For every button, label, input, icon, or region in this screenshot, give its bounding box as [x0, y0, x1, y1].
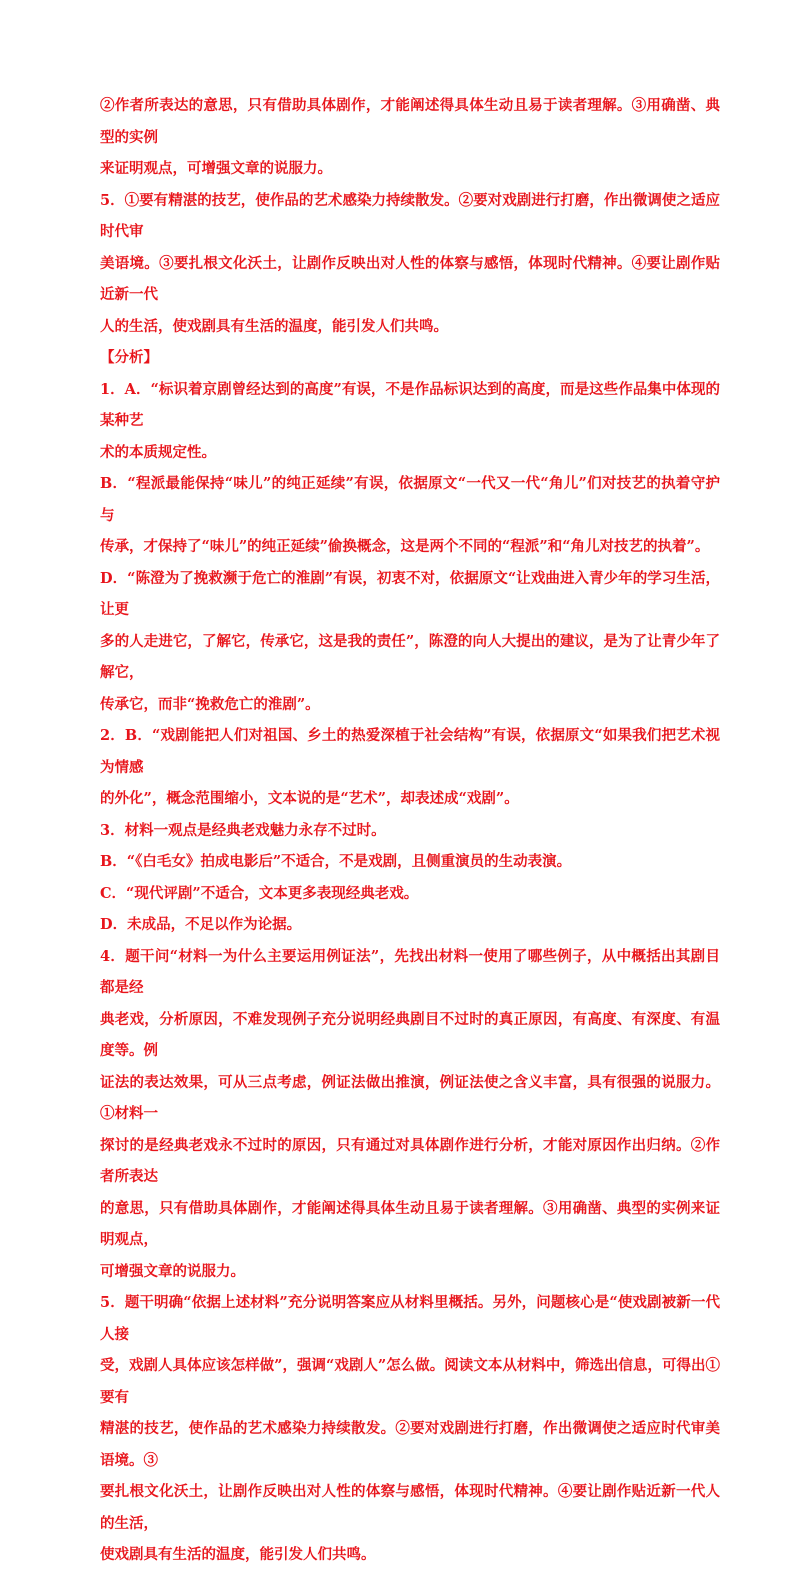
text-line: 5．①要有精湛的技艺，使作品的艺术感染力持续散发。②要对戏剧进行打磨，作出微调使之适应时代审 — [100, 191, 720, 240]
text-line: 美语境。③要扎根文化沃土，让剧作反映出对人性的体察与感悟，体现时代精神。④要让剧作贴近新一代 — [100, 254, 720, 303]
text-line: 可增强文章的说服力。 — [100, 1262, 245, 1280]
text-line: 5．题干明确“依据上述材料”充分说明答案应从材料里概括。另外，问题核心是“使戏剧被新一代人接 — [100, 1294, 720, 1343]
text-line: 来证明观点，可增强文章的说服力。 — [100, 160, 332, 177]
text-line: B．“程派最能保持“味儿”的纯正延续”有误，依据原文“一代又一代“角儿”们对技艺的执着守护与 — [100, 475, 720, 524]
text-line: D．未成品，不足以作为论据。 — [100, 916, 302, 933]
text-line: 精湛的技艺，使作品的艺术感染力持续散发。②要对戏剧进行打磨，作出微调使之适应时代审美语境。③ — [100, 1420, 720, 1469]
text-line: B．“《白毛女》拍成电影后”不适合，不是戏剧，且侧重演员的生动表演。 — [100, 853, 572, 870]
text-line: D．“陈澄为了挽救濒于危亡的淮剧”有误，初衷不对，依据原文“让戏曲进入青少年的学习生活，让更 — [100, 569, 720, 618]
text-line: ②作者所表达的意思，只有借助具体剧作，才能阐述得具体生动且易于读者理解。③用确凿、典型的实例 — [100, 97, 720, 146]
text-line: 2．B．“戏剧能把人们对祖国、乡土的热爱深植于社会结构”有误，依据原文“如果我们把艺术视为情感 — [100, 727, 720, 776]
text-line: 4．题干问“材料一为什么主要运用例证法”，先找出材料一使用了哪些例子，从中概括出其剧目都是经 — [100, 947, 720, 996]
section-heading: 【分析】 — [100, 349, 158, 366]
text-line: 证法的表达效果，可从三点考虑，例证法做出推演，例证法使之含义丰富，具有很强的说服力。①材料一 — [100, 1073, 720, 1122]
text-line: 人的生活，使戏剧具有生活的温度，能引发人们共鸣。 — [100, 317, 448, 335]
text-line: 术的本质规定性。 — [100, 443, 216, 461]
text-line: 的外化”，概念范围缩小，文本说的是“艺术”，却表述成“戏剧”。 — [100, 790, 519, 807]
answer-analysis-text — [100, 90, 720, 1571]
text-line: 典老戏，分析原因，不难发现例子充分说明经典剧目不过时的真正原因，有高度、有深度、有温度等。例 — [100, 1010, 720, 1059]
text-line: 1．A．“标识着京剧曾经达到的高度”有误，不是作品标识达到的高度，而是这些作品集中体现的某种艺 — [100, 380, 720, 429]
text-line: 探讨的是经典老戏永不过时的原因，只有通过对具体剧作进行分析，才能对原因作出归纳。②作者所表达 — [100, 1136, 720, 1185]
text-line: 使戏剧具有生活的温度，能引发人们共鸣。 — [100, 1546, 376, 1563]
text-line: 的意思，只有借助具体剧作，才能阐述得具体生动且易于读者理解。③用确凿、典型的实例来证明观点， — [100, 1199, 720, 1248]
text-line: 传承它，而非“挽救危亡的淮剧”。 — [100, 695, 320, 713]
text-line: 要扎根文化沃土，让剧作反映出对人性的体察与感悟，体现时代精神。④要让剧作贴近新一代人的生活， — [100, 1483, 720, 1532]
text-line: 多的人走进它，了解它，传承它，这是我的责任”，陈澄的向人大提出的建议，是为了让青少年了解它， — [100, 632, 720, 681]
text-line: 3．材料一观点是经典老戏魅力永存不过时。 — [100, 821, 386, 839]
text-line: C．“现代评剧”不适合，文本更多表现经典老戏。 — [100, 884, 419, 902]
text-line: 传承，才保持了“味儿”的纯正延续”偷换概念，这是两个不同的“程派”和“角儿对技艺的执着”。 — [100, 538, 710, 555]
text-line: 受，戏剧人具体应该怎样做”，强调“戏剧人”怎么做。阅读文本从材料中，筛选出信息，可得出①要有 — [100, 1357, 720, 1406]
